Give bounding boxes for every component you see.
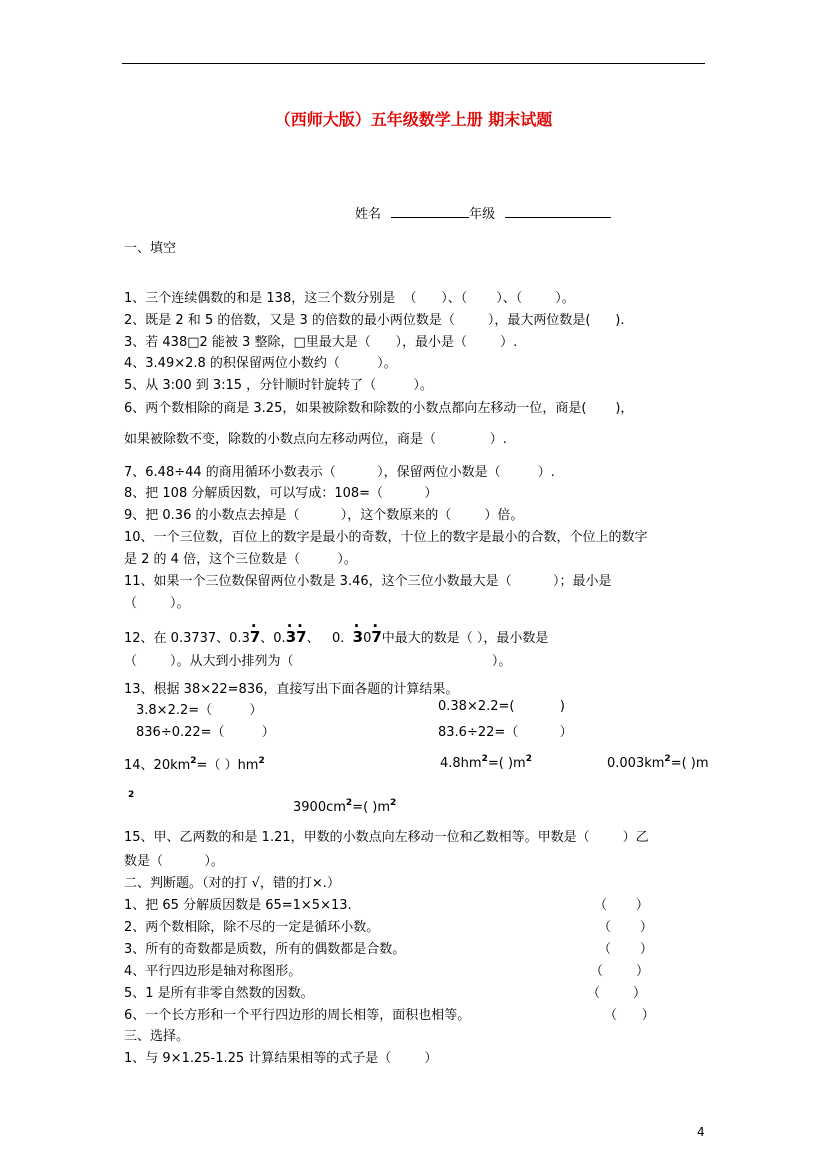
q13-calc: 0.38×2.2=( ) [438,699,566,714]
page-number: 4 [697,1125,705,1139]
question-line: 6、两个数相除的商是 3.25，如果被除数和除数的小数点都向左移动一位，商是( )， [124,401,634,416]
question-line: 5、从 3:00 到 3:15 ，分针顺时针旋转了（ ）。 [124,378,433,393]
top-rule [122,63,705,64]
q13-calc: 3.8×2.2=（ ） [136,703,263,718]
q14-d-sup2: 2 [390,798,397,808]
judge-item: 6、一个长方形和一个平行四边形的周长相等，面积也相等。 [124,1008,471,1023]
q14-c-pre: 0.003km [607,756,665,771]
judge-item: 1、把 65 分解质因数是 65=1×5×13. [124,898,352,913]
judge-item: 4、平行四边形是轴对称图形。 [124,964,302,979]
q12-dot-seven-3: · 7 [371,628,381,646]
page-title: （西师大版）五年级数学上册 期末试题 [274,110,553,129]
name-blank[interactable] [391,205,469,218]
q12-dot-three-2: · 3 [353,628,363,646]
grade-label: 年级 [469,207,496,222]
q13-calc: 83.6÷22=（ ） [438,725,573,740]
question-line: 数是（ ）。 [124,854,224,869]
judge-answer-paren[interactable]: （ ） [590,964,650,979]
question-line: 一、填空 [124,241,177,256]
q14-a-sup: 2 [190,756,197,766]
q12-zero: 0 [363,631,372,646]
q14-c [607,754,709,771]
q14-b [440,754,532,771]
q14-a-pre: 14、20km [124,758,191,773]
question-line: （ ）。 [124,596,190,611]
question-line: 4、3.49×2.8 的积保留两位小数约（ ）。 [124,356,397,371]
question-line: 如果被除数不变，除数的小数点向左移动两位，商是（ ）. [124,432,507,447]
q12-dot-seven-2: · 7 [296,628,306,646]
question-line: 15、甲、乙两数的和是 1.21，甲数的小数点向左移动一位和乙数相等。甲数是（ ）乙 [124,830,649,845]
q14-a-sup2: 2 [258,756,265,766]
question-line: 是 2 的 4 倍，这个三位数是（ ）。 [124,552,357,567]
q12-sep2: 、 0. [306,631,353,646]
grade-blank[interactable] [505,205,611,218]
q12-tail: 中最大的数是（ ），最小数是 [381,631,549,646]
q14-d-mid: =( )m [352,800,391,815]
question-line: 13、根据 38×22=836，直接写出下面各题的计算结果。 [124,682,459,697]
q12-dot-seven: · 7 [250,628,260,646]
q14-c-wrap-sup [128,790,134,807]
question-line: 11、如果一个三位数保留两位小数是 3.46，这个三位小数最大是（ ）；最小是 [124,574,612,589]
judge-answer-paren[interactable]: （ ） [594,898,649,913]
question-line: 9、把 0.36 的小数点去掉是（ ），这个数原来的（ ）倍。 [124,508,524,523]
question-line: 8、把 108 分解质因数，可以写成：108=（ ） [124,486,438,501]
judge-answer-paren[interactable]: （ ） [598,942,653,957]
q14-b-sup: 2 [481,754,488,764]
judge-item: 2、两个数相除，除不尽的一定是循环小数。 [124,920,380,935]
question-line: 1、与 9×1.25-1.25 计算结果相等的式子是（ ） [124,1051,438,1066]
question-line: 3、若 438□2 能被 3 整除，□里最大是（ ），最小是（ ）. [124,335,518,350]
q14-d [293,798,396,815]
judge-item: 5、1 是所有非零自然数的因数。 [124,986,314,1001]
question-line: 二、判断题。（对的打 √，错的打×.） [124,876,340,891]
q14-d-pre: 3900cm [293,800,346,815]
q12-prefix: 12、在 0.3737、0.3 [124,631,250,646]
question-line: （ ）。从大到小排列为（ ）。 [124,654,512,669]
question-line: 10、一个三位数，百位上的数字是最小的奇数，十位上的数字是最小的合数，个位上的数字 [124,530,648,545]
q12-sep1: 、0. [260,631,286,646]
judge-answer-paren[interactable]: （ ） [604,1008,655,1023]
question-line: 1、三个连续偶数的和是 138，这三个数分别是 （ ）、（ ）、（ ）。 [124,291,575,306]
judge-answer-paren[interactable]: （ ） [598,920,653,935]
judge-item: 3、所有的奇数都是质数，所有的偶数都是合数。 [124,942,406,957]
q14-b-mid: =( )m [487,756,526,771]
question-line: 2、既是 2 和 5 的倍数，又是 3 的倍数的最小两位数是（ ），最大两位数是( ). [124,313,625,328]
question-line: 7、6.48÷44 的商用循环小数表示（ ），保留两位小数是（ ）. [124,465,555,480]
q14-a-mid: =（ ）hm [196,758,259,773]
q14-c-sup: 2 [664,754,671,764]
q12-dot-three: · 3 [286,628,296,646]
q14-c-sup2: 2 [128,790,135,800]
q14-b-pre: 4.8hm [440,756,482,771]
question-line: 三、选择。 [124,1029,190,1044]
q14-c-mid: =( )m [670,756,709,771]
q14-b-sup2: 2 [525,754,532,764]
judge-answer-paren[interactable]: （ ） [587,986,647,1001]
q13-calc: 836÷0.22=（ ） [136,725,275,740]
name-label: 姓名 [355,207,382,222]
name-grade-line [355,203,611,222]
q14-a [124,754,265,773]
q14-d-sup: 2 [345,798,353,808]
question-12-line [124,627,548,646]
